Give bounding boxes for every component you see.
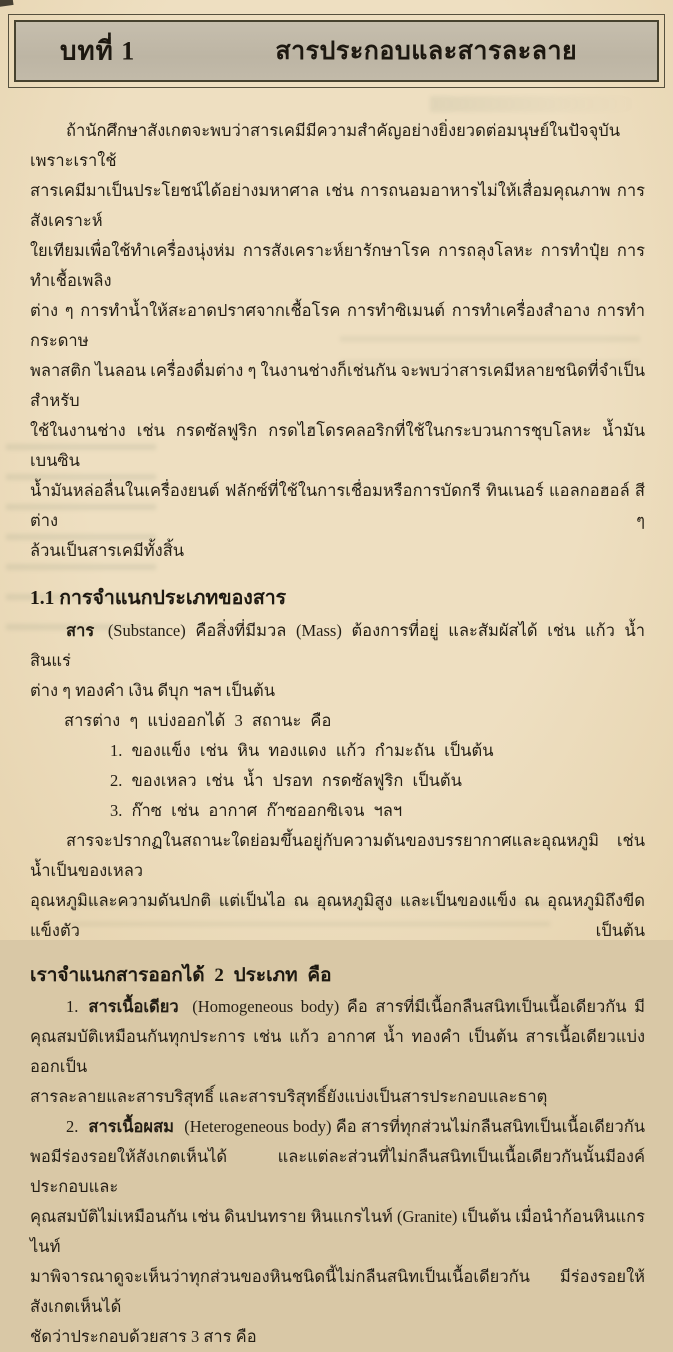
term-heterogeneous: สารเนื้อผสม [88,1117,175,1136]
text-line: พอมีร่องรอยให้สังเกตเห็นได้ และแต่ละส่วนที่ไม่กลืนสนิทเป็นเนื้อเดียวกันนั้นมีองค์ประกอบและ [30,1147,645,1196]
homogeneous-paragraph [30,992,645,1112]
chapter-header-inner [14,20,659,82]
term-substance: สาร [66,621,95,640]
phase-condition-paragraph [30,826,645,946]
text-line: น้ำมันหล่อลื่นในเครื่องยนต์ ฟลักซ์ที่ใช้ในการเชื่อมหรือการบัดกรี ทินเนอร์ แอลกอฮอล์ สีต่าง ๆ [30,481,645,530]
scan-corner-artifact [0,0,14,7]
chapter-header-box [8,14,665,88]
text-line [30,616,645,676]
list-item: 3. ก๊าซ เช่น อากาศ ก๊าซออกซิเจน ฯลฯ [110,801,403,820]
list-item: 2. ของเหลว เช่น น้ำ ปรอท กรดซัลฟูริก เป็นต้น [110,771,462,790]
section-heading: 1.1 การจำแนกประเภทของสาร [30,588,287,609]
text-line: พลาสติก ไนลอน เครื่องดื่มต่าง ๆ ในงานช่างก็เช่นกัน จะพบว่าสารเคมีหลายชนิดที่จำเป็นสำหรับ [30,361,645,410]
text-run: (Homogeneous body) คือ สารที่มีเนื้อกลืนสนิทเป็นเนื้อเดียวกัน มี [184,997,645,1016]
chapter-title: สารประกอบและสารละลาย [275,38,578,65]
intro-paragraph [30,116,645,566]
text-run: (Heterogeneous body) คือ สารที่ทุกส่วนไม่กลืนสนิทเป็นเนื้อเดียวกัน [180,1117,645,1136]
text-line: สารละลายและสารบริสุทธิ์ และสารบริสุทธิ์ยังแบ่งเป็นสารประกอบและธาตุ [30,1087,548,1106]
text-line: ใยเทียมเพื่อใช้ทำเครื่องนุ่งห่ม การสังเคราะห์ยารักษาโรค การถลุงโลหะ การทำปุ๋ย การทำเชื้อเพลิง [30,241,645,290]
list-number: 2. [66,1117,79,1136]
text-line: อุณหภูมิและความดันปกติ แต่เป็นไอ ณ อุณหภูมิสูง และเป็นของแข็ง ณ อุณหภูมิถึงขีดแข็งตัว เป็นต้น [30,891,645,940]
heterogeneous-paragraph [30,1112,645,1352]
text-line: มาพิจารณาดูจะเห็นว่าทุกส่วนของหินชนิดนี้ไม่กลืนสนิทเป็นเนื้อเดียวกัน มีร่องรอยให้สังเกตเห็นได้ [30,1267,645,1316]
text-line: ถ้านักศึกษาสังเกตจะพบว่าสารเคมีมีความสำคัญอย่างยิ่งยวดต่อมนุษย์ในปัจจุบัน เพราะเราใช้ [30,121,621,170]
text-line: ชัดว่าประกอบด้วยสาร 3 สาร คือ [30,1327,257,1346]
list-item: 1. ของแข็ง เช่น หิน ทองแดง แก้ว กำมะถัน เป็นต้น [110,741,494,760]
chapter-number: บทที่ 1 [60,36,136,66]
scan-bleedthrough-artifact [430,96,640,112]
text-line: คุณสมบัติไม่เหมือนกัน เช่น ดินปนทราย หินแกรไนท์ (Granite) เป็นต้น เมื่อนำก้อนหินแกรไนท์ [30,1207,645,1256]
body-text-column [30,116,645,1352]
text-line: สารเคมีมาเป็นประโยชน์ได้อย่างมหาศาล เช่น การถนอมอาหารไม่ให้เสื่อมคุณภาพ การสังเคราะห์ [30,181,645,230]
text-line: คุณสมบัติเหมือนกันทุกประการ เช่น แก้ว อากาศ น้ำ ทองคำ เป็นต้น สารเนื้อเดียวแบ่งออกเป็น [30,1027,645,1076]
substance-definition-paragraph [30,616,645,706]
text-line [30,1112,645,1142]
text-line: ต่าง ๆ การทำน้ำให้สะอาดปราศจากเชื้อโรค การทำซิเมนต์ การทำเครื่องสำอาง การทำกระดาษ [30,301,645,350]
list-number: 1. [66,997,79,1016]
text-line [30,992,645,1022]
states-intro-line: สารต่าง ๆ แบ่งออกได้ 3 สถานะ คือ [64,711,332,730]
states-of-matter-block [30,706,645,826]
text-line: สารจะปรากฏในสถานะใดย่อมขึ้นอยู่กับความดันของบรรยากาศและอุณหภูมิ เช่น น้ำเป็นของเหลว [30,831,645,880]
text-line: ต่าง ๆ ทองคำ เงิน ดีบุก ฯลฯ เป็นต้น [30,681,275,700]
text-line: ใช้ในงานช่าง เช่น กรดซัลฟูริก กรดไฮโดรคลอริกที่ใช้ในกระบวนการชุบโลหะ น้ำมันเบนซิน [30,421,645,470]
text-run: (Substance) คือสิ่งที่มีมวล (Mass) ต้องการที่อยู่ และสัมผัสได้ เช่น แก้ว น้ำ สินแร่ [30,621,645,670]
text-line: ล้วนเป็นสารเคมีทั้งสิ้น [30,541,185,560]
classification-heading: เราจำแนกสารออกได้ 2 ประเภท คือ [30,965,332,986]
term-homogeneous: สารเนื้อเดียว [88,997,179,1016]
